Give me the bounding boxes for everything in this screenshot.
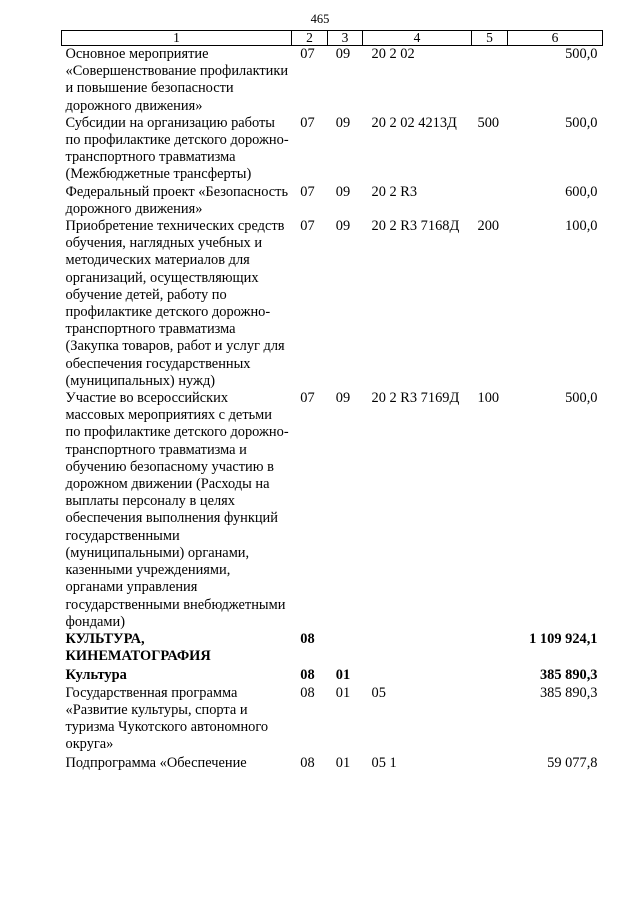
row-name: Субсидии на организацию работы по профилактике детского дорожно-транспортного травматизма (Межбюджетные трансферты) [65, 114, 289, 183]
row-name: Федеральный проект «Безопасность дорожного движения» [65, 183, 289, 217]
row-subsection: 01 [335, 667, 351, 684]
row-target-article: 20 2 R3 [371, 183, 418, 200]
header-col-section: 2 [292, 31, 328, 46]
table-row [62, 390, 603, 631]
row-section: 07 [300, 114, 315, 131]
row-name: Участие во всероссийских массовых мероприятиях с детьми по профилактике детского дорожно-транспортного травматизма и обучению безопасному участию в дорожном движении (Расходы на выплаты персоналу в целях обеспечения выполнения функций государственными (муниципальными) органами, казенными учреждениями, органами управления государственными внебюджетными фондами) [65, 390, 289, 630]
row-amount: 500,0 [565, 46, 598, 62]
header-col-name: 1 [62, 31, 292, 46]
row-section: 07 [300, 183, 315, 200]
row-section: 08 [300, 667, 315, 684]
row-amount: 59 077,8 [547, 755, 598, 772]
row-section: 08 [300, 630, 315, 647]
row-name: Государственная программа «Развитие культуры, спорта и туризма Чукотского автономного округа» [65, 684, 269, 753]
row-expense-type [472, 184, 508, 218]
row-subsection: 09 [335, 46, 351, 62]
table-row [62, 685, 603, 754]
row-expense-type [472, 631, 508, 665]
header-col-subsection: 3 [328, 31, 363, 46]
row-name: КУЛЬТУРА, КИНЕМАТОГРАФИЯ [65, 630, 211, 665]
row-target-article [363, 631, 472, 665]
row-expense-type: 500 [477, 114, 500, 131]
row-amount: 500,0 [565, 390, 598, 407]
row-subsection: 09 [335, 114, 351, 131]
row-name: Подпрограмма «Обеспечение [65, 755, 247, 772]
row-expense-type [472, 685, 508, 754]
row-expense-type: 100 [477, 390, 500, 407]
row-expense-type: 200 [477, 218, 500, 235]
budget-table [61, 30, 603, 773]
page-number: 465 [310, 12, 330, 26]
row-subsection: 09 [335, 390, 351, 407]
row-expense-type [472, 665, 508, 684]
header-col-amount: 6 [508, 31, 603, 46]
row-expense-type [472, 753, 508, 772]
row-amount: 385 890,3 [539, 667, 598, 684]
table-row [62, 46, 603, 115]
table-row [62, 218, 603, 390]
row-target-article: 20 2 02 4213Д [371, 114, 457, 131]
table-row-subsection-heading [62, 665, 603, 684]
row-amount: 500,0 [565, 114, 598, 131]
table-body [62, 46, 603, 773]
row-subsection: 09 [335, 183, 351, 200]
row-section: 07 [300, 46, 315, 62]
table-row [62, 184, 603, 218]
row-subsection [328, 631, 363, 665]
row-amount: 385 890,3 [539, 684, 598, 701]
row-subsection: 01 [335, 755, 351, 772]
row-name: Культура [65, 667, 127, 684]
row-target-article: 05 1 [371, 755, 397, 772]
row-section: 08 [300, 684, 315, 701]
row-expense-type [472, 46, 508, 115]
table-row-section-heading [62, 631, 603, 665]
table-header [62, 31, 603, 46]
row-section: 07 [300, 218, 315, 235]
row-subsection: 01 [335, 684, 351, 701]
row-amount: 100,0 [565, 218, 598, 235]
row-amount: 1 109 924,1 [529, 630, 598, 647]
row-target-article [363, 665, 472, 684]
header-col-expense-type: 5 [472, 31, 508, 46]
row-subsection: 09 [335, 218, 351, 235]
header-col-target-article: 4 [363, 31, 472, 46]
row-target-article: 20 2 02 [371, 46, 415, 62]
table-row [62, 115, 603, 184]
row-name: Основное мероприятие «Совершенствование профилактики и повышение безопасности дорожного движения» [65, 46, 289, 114]
row-target-article: 20 2 R3 7169Д [371, 390, 460, 407]
header-row [62, 31, 603, 46]
row-target-article: 20 2 R3 7168Д [371, 218, 460, 235]
row-section: 08 [300, 755, 315, 772]
table-row [62, 753, 603, 772]
row-section: 07 [300, 390, 315, 407]
row-amount: 600,0 [565, 183, 598, 200]
row-target-article: 05 [371, 684, 386, 701]
row-name: Приобретение технических средств обучения, наглядных учебных и методических материалов для организаций, осуществляющих обучение детей, работу по профилактике детского дорожно-транспортного травматизма (Закупка товаров, работ и услуг для обеспечения государственных (муниципальных) нужд) [65, 218, 285, 389]
